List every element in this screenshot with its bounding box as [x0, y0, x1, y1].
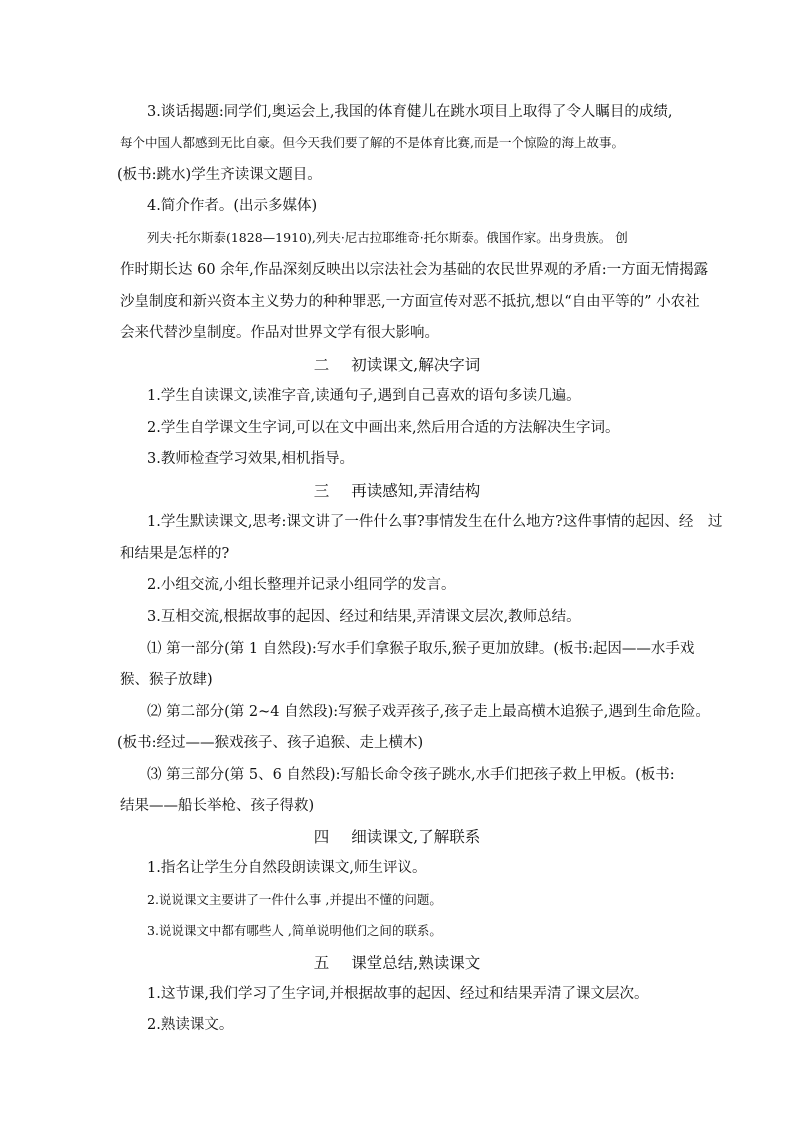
section-number: 五	[313, 954, 330, 972]
section-heading-5	[0, 952, 794, 974]
author-line-1: 列夫·托尔斯泰(1828—1910),列夫·尼古拉耶维奇·托尔斯泰。俄国作家。出身贵族。 创	[147, 230, 628, 245]
intro-line-2: 每个中国人都感到无比自豪。但今天我们要了解的不是体育比赛,而是一个惊险的海上故事。	[120, 135, 624, 150]
author-line-3: 沙皇制度和新兴资本主义势力的种种罪恶,一方面宣传对恶不抵抗,想以“自由平等的” 小农社	[120, 294, 700, 310]
s2-line-3: 3.教师检查学习效果,相机指导。	[147, 451, 354, 467]
section-title: 课堂总结,熟读课文	[351, 954, 481, 972]
s3-line-6: 猴、猴子放肆)	[120, 672, 213, 688]
s2-line-2: 2.学生自学课文生字词,可以在文中画出来,然后用合适的方法解决生字词。	[147, 420, 620, 436]
s3-line-9: ⑶ 第三部分(第 5、6 自然段):写船长命令孩子跳水,水手们把孩子救上甲板。(板书:	[147, 767, 675, 783]
section-heading-2	[0, 354, 794, 376]
s3-line-10: 结果——船长举枪、孩子得救)	[120, 798, 315, 814]
s3-line-7: ⑵ 第二部分(第 2~4 自然段):写猴子戏弄孩子,孩子走上最高横木追猴子,遇到生命危险。	[147, 704, 710, 720]
section-title: 初读课文,解决字词	[351, 356, 481, 374]
section-number: 二	[313, 356, 330, 374]
section-number: 四	[313, 828, 330, 846]
s3-line-8: (板书:经过——猴戏孩子、孩子追猴、走上横木)	[117, 735, 424, 751]
s5-line-1: 1.这节课,我们学习了生字词,并根据故事的起因、经过和结果弄清了课文层次。	[147, 986, 649, 1002]
s3-line-3: 2.小组交流,小组长整理并记录小组同学的发言。	[147, 577, 456, 593]
section-heading-3	[0, 480, 794, 502]
intro-line-4: 4.简介作者。(出示多媒体)	[147, 198, 318, 214]
section-title: 细读课文,了解联系	[351, 828, 481, 846]
s4-line-1: 1.指名让学生分自然段朗读课文,师生评议。	[147, 860, 427, 876]
s3-line-2: 和结果是怎样的?	[120, 546, 230, 562]
s4-line-3: 3.说说课文中都有哪些人 ,简单说明他们之间的联系。	[147, 923, 442, 938]
intro-line-3: (板书:跳水)学生齐读课文题目。	[117, 167, 322, 183]
intro-line-1: 3.谈话揭题:同学们,奥运会上,我国的体育健儿在跳水项目上取得了令人瞩目的成绩,	[147, 104, 673, 120]
s2-line-1: 1.学生自读课文,读准字音,读通句子,遇到自己喜欢的语句多读几遍。	[147, 388, 581, 404]
section-heading-4	[0, 826, 794, 848]
section-number: 三	[313, 482, 330, 500]
s3-line-1: 1.学生默读课文,思考:课文讲了一件什么事?事情发生在什么地方?这件事情的起因、经 过	[147, 514, 723, 530]
s3-line-5: ⑴ 第一部分(第 1 自然段):写水手们拿猴子取乐,猴子更加放肆。(板书:起因——水手戏	[147, 641, 695, 657]
s5-line-2: 2.熟读课文。	[147, 1017, 234, 1033]
author-line-4: 会来代替沙皇制度。作品对世界文学有很大影响。	[120, 325, 439, 341]
s4-line-2: 2.说说课文主要讲了一件什么事 ,并提出不懂的问题。	[147, 892, 442, 907]
author-line-2: 作时期长达 60 余年,作品深刻反映出以宗法社会为基础的农民世界观的矛盾:一方面无情揭露	[120, 262, 709, 278]
section-title: 再读感知,弄清结构	[351, 482, 481, 500]
s3-line-4: 3.互相交流,根据故事的起因、经过和结果,弄清课文层次,教师总结。	[147, 609, 581, 625]
